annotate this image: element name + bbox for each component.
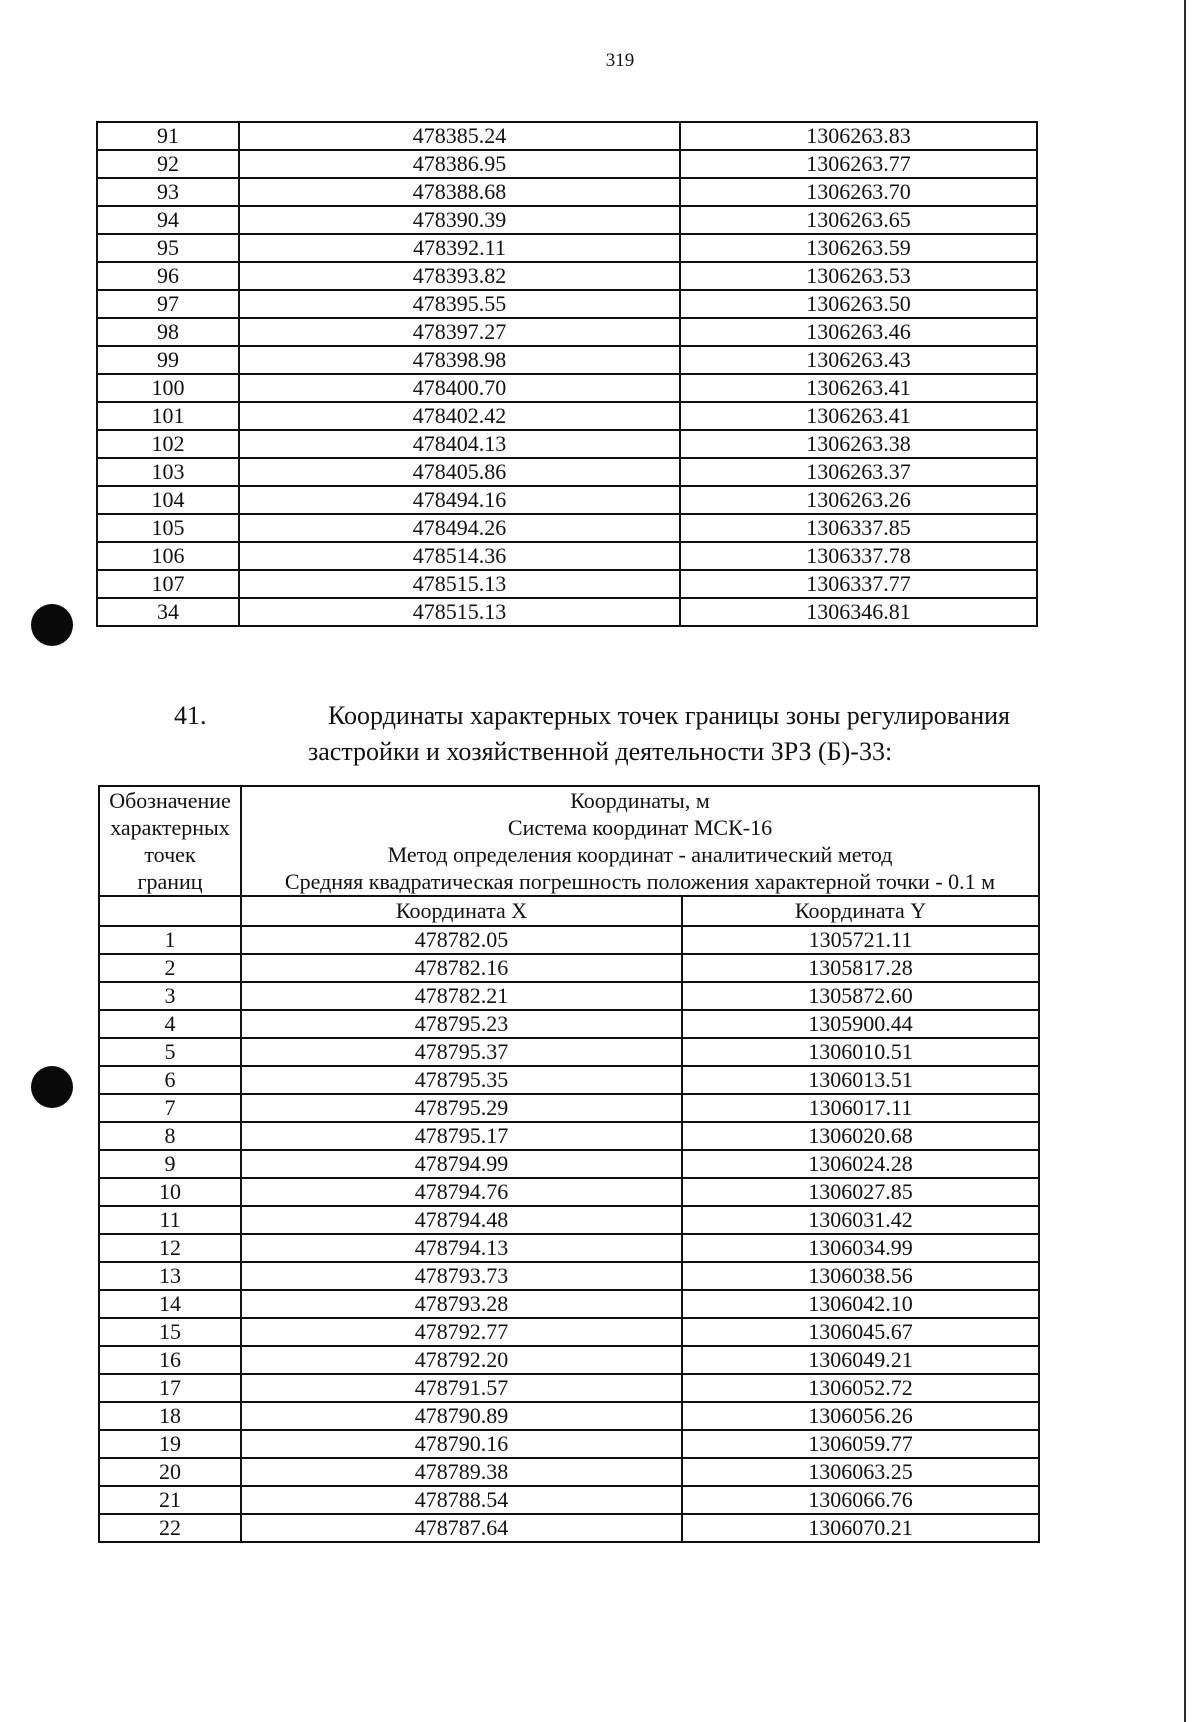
coordinate-y-cell: 1306066.76 — [682, 1486, 1039, 1514]
coordinate-x-cell: 478795.29 — [241, 1094, 682, 1122]
table-row — [99, 1402, 1039, 1430]
table-row — [99, 1150, 1039, 1178]
coordinate-x-cell: 478390.39 — [239, 206, 680, 234]
coordinate-y-cell: 1306263.70 — [680, 178, 1037, 206]
table-row — [99, 1318, 1039, 1346]
coordinate-y-cell: 1305817.28 — [682, 954, 1039, 982]
table-row — [97, 430, 1037, 458]
coordinate-x-cell: 478790.89 — [241, 1402, 682, 1430]
point-id-cell: 103 — [97, 458, 239, 486]
coordinate-x-cell: 478405.86 — [239, 458, 680, 486]
point-id-cell: 105 — [97, 514, 239, 542]
coordinate-x-cell: 478515.13 — [239, 570, 680, 598]
table-row — [97, 458, 1037, 486]
coordinates-table-zrz-b33 — [98, 785, 1040, 1543]
coordinate-y-cell: 1306020.68 — [682, 1122, 1039, 1150]
coordinate-y-cell: 1306263.53 — [680, 262, 1037, 290]
section-title-line2: застройки и хозяйственной деятельности ЗРЗ (Б)-33: — [308, 737, 893, 766]
point-id-cell: 100 — [97, 374, 239, 402]
table-row — [97, 206, 1037, 234]
table-row — [97, 486, 1037, 514]
table-row — [99, 1010, 1039, 1038]
table-row — [99, 1066, 1039, 1094]
coordinate-y-cell: 1306027.85 — [682, 1178, 1039, 1206]
point-id-cell: 10 — [99, 1178, 241, 1206]
point-id-cell: 99 — [97, 346, 239, 374]
point-id-cell: 98 — [97, 318, 239, 346]
table-row — [99, 982, 1039, 1010]
table-row — [99, 1094, 1039, 1122]
point-id-cell: 2 — [99, 954, 241, 982]
coordinate-x-cell: 478400.70 — [239, 374, 680, 402]
point-id-cell: 96 — [97, 262, 239, 290]
coordinate-y-cell: 1306263.41 — [680, 374, 1037, 402]
coordinate-y-cell: 1306017.11 — [682, 1094, 1039, 1122]
column-y-header: Координата Y — [682, 896, 1039, 926]
table-row — [97, 514, 1037, 542]
table-row — [99, 1514, 1039, 1542]
empty-cell — [99, 896, 241, 926]
coordinate-y-cell: 1306263.38 — [680, 430, 1037, 458]
coordinate-x-cell: 478794.76 — [241, 1178, 682, 1206]
point-id-cell: 34 — [97, 598, 239, 626]
coordinate-x-cell: 478791.57 — [241, 1374, 682, 1402]
table-row — [99, 1430, 1039, 1458]
coordinate-y-cell: 1306263.37 — [680, 458, 1037, 486]
point-id-cell: 4 — [99, 1010, 241, 1038]
point-id-cell: 11 — [99, 1206, 241, 1234]
coordinate-x-cell: 478514.36 — [239, 542, 680, 570]
point-id-cell: 97 — [97, 290, 239, 318]
point-id-cell: 13 — [99, 1262, 241, 1290]
point-id-cell: 14 — [99, 1290, 241, 1318]
table-row — [97, 178, 1037, 206]
coordinate-x-cell: 478794.99 — [241, 1150, 682, 1178]
coordinate-x-cell: 478782.16 — [241, 954, 682, 982]
coordinate-y-cell: 1306052.72 — [682, 1374, 1039, 1402]
coordinate-y-cell: 1306010.51 — [682, 1038, 1039, 1066]
point-id-cell: 7 — [99, 1094, 241, 1122]
table-row — [99, 1262, 1039, 1290]
point-id-cell: 102 — [97, 430, 239, 458]
coordinate-y-cell: 1306059.77 — [682, 1430, 1039, 1458]
point-id-cell: 20 — [99, 1458, 241, 1486]
point-id-cell: 93 — [97, 178, 239, 206]
coordinate-y-cell: 1305900.44 — [682, 1010, 1039, 1038]
coordinate-x-cell: 478794.13 — [241, 1234, 682, 1262]
coordinate-x-cell: 478398.98 — [239, 346, 680, 374]
coordinate-y-cell: 1306063.25 — [682, 1458, 1039, 1486]
coordinate-y-cell: 1306263.46 — [680, 318, 1037, 346]
table-row — [99, 1234, 1039, 1262]
coordinate-x-cell: 478793.28 — [241, 1290, 682, 1318]
designation-header — [99, 786, 241, 896]
coordinate-x-cell: 478515.13 — [239, 598, 680, 626]
coordinate-y-cell: 1306337.85 — [680, 514, 1037, 542]
point-id-cell: 12 — [99, 1234, 241, 1262]
table-row — [99, 1346, 1039, 1374]
coordinate-x-cell: 478795.35 — [241, 1066, 682, 1094]
point-id-cell: 22 — [99, 1514, 241, 1542]
coordinate-y-cell: 1306346.81 — [680, 598, 1037, 626]
coordinate-y-cell: 1306056.26 — [682, 1402, 1039, 1430]
coordinate-y-cell: 1306034.99 — [682, 1234, 1039, 1262]
table-row — [99, 1178, 1039, 1206]
coordinate-x-cell: 478793.73 — [241, 1262, 682, 1290]
coordinate-x-cell: 478794.48 — [241, 1206, 682, 1234]
table-row — [99, 1122, 1039, 1150]
point-id-cell: 6 — [99, 1066, 241, 1094]
coordinate-x-cell: 478397.27 — [239, 318, 680, 346]
coordinate-y-cell: 1306337.78 — [680, 542, 1037, 570]
coordinate-x-cell: 478790.16 — [241, 1430, 682, 1458]
coordinate-y-cell: 1306038.56 — [682, 1262, 1039, 1290]
table-row — [97, 542, 1037, 570]
table-row — [97, 318, 1037, 346]
table-row — [97, 290, 1037, 318]
designation-header-line: границ — [137, 869, 203, 894]
point-id-cell: 94 — [97, 206, 239, 234]
coordinate-y-cell: 1306263.43 — [680, 346, 1037, 374]
coordinate-y-cell: 1306045.67 — [682, 1318, 1039, 1346]
coordinate-y-cell: 1306049.21 — [682, 1346, 1039, 1374]
coordinate-y-cell: 1306263.41 — [680, 402, 1037, 430]
table-row — [97, 402, 1037, 430]
table-row — [97, 346, 1037, 374]
point-id-cell: 18 — [99, 1402, 241, 1430]
point-id-cell: 19 — [99, 1430, 241, 1458]
info-line-system: Система координат МСК-16 — [507, 815, 773, 840]
coordinate-y-cell: 1306263.77 — [680, 150, 1037, 178]
designation-header-line: Обозначение — [109, 788, 231, 813]
coordinate-x-cell: 478788.54 — [241, 1486, 682, 1514]
coordinate-y-cell: 1306042.10 — [682, 1290, 1039, 1318]
coordinate-x-cell: 478386.95 — [239, 150, 680, 178]
table-row — [97, 234, 1037, 262]
coordinate-x-cell: 478795.23 — [241, 1010, 682, 1038]
point-id-cell: 106 — [97, 542, 239, 570]
page-number: 319 — [605, 50, 635, 71]
table-row — [99, 926, 1039, 954]
coordinate-x-cell: 478404.13 — [239, 430, 680, 458]
coordinate-x-cell: 478792.20 — [241, 1346, 682, 1374]
point-id-cell: 3 — [99, 982, 241, 1010]
table-row — [97, 598, 1037, 626]
point-id-cell: 92 — [97, 150, 239, 178]
designation-header-line: точек — [144, 842, 196, 867]
point-id-cell: 16 — [99, 1346, 241, 1374]
coordinate-x-cell: 478782.21 — [241, 982, 682, 1010]
coordinate-y-cell: 1306263.59 — [680, 234, 1037, 262]
info-line-units: Координаты, м — [570, 788, 710, 813]
coordinate-y-cell: 1306263.26 — [680, 486, 1037, 514]
point-id-cell: 17 — [99, 1374, 241, 1402]
point-id-cell: 107 — [97, 570, 239, 598]
table-row — [99, 1038, 1039, 1066]
table-subheader-row — [99, 896, 1039, 926]
table-row — [97, 150, 1037, 178]
coordinate-y-cell: 1306337.77 — [680, 570, 1037, 598]
point-id-cell: 5 — [99, 1038, 241, 1066]
coordinate-x-cell: 478795.17 — [241, 1122, 682, 1150]
point-id-cell: 95 — [97, 234, 239, 262]
coordinate-x-cell: 478789.38 — [241, 1458, 682, 1486]
point-id-cell: 21 — [99, 1486, 241, 1514]
coordinate-x-cell: 478402.42 — [239, 402, 680, 430]
point-id-cell: 8 — [99, 1122, 241, 1150]
coordinate-y-cell: 1306031.42 — [682, 1206, 1039, 1234]
coordinate-x-cell: 478395.55 — [239, 290, 680, 318]
table-row — [97, 262, 1037, 290]
coordinate-x-cell: 478787.64 — [241, 1514, 682, 1542]
column-x-header: Координата X — [241, 896, 682, 926]
coordinate-y-cell: 1306263.50 — [680, 290, 1037, 318]
coordinate-x-cell: 478385.24 — [239, 122, 680, 150]
point-id-cell: 15 — [99, 1318, 241, 1346]
table-row — [99, 1206, 1039, 1234]
punch-hole — [31, 604, 73, 646]
coordinate-y-cell: 1306070.21 — [682, 1514, 1039, 1542]
table-row — [99, 954, 1039, 982]
point-id-cell: 104 — [97, 486, 239, 514]
coordinate-x-cell: 478392.11 — [239, 234, 680, 262]
designation-header-line: характерных — [110, 815, 230, 840]
coordinate-x-cell: 478792.77 — [241, 1318, 682, 1346]
coordinates-table-continued — [96, 121, 1038, 627]
table-row — [99, 1374, 1039, 1402]
point-id-cell: 1 — [99, 926, 241, 954]
coordinate-x-cell: 478795.37 — [241, 1038, 682, 1066]
point-id-cell: 101 — [97, 402, 239, 430]
coordinate-x-cell: 478782.05 — [241, 926, 682, 954]
section-title-line1: Координаты характерных точек границы зоны регулирования — [328, 701, 1010, 730]
coordinate-y-cell: 1306263.65 — [680, 206, 1037, 234]
point-id-cell: 91 — [97, 122, 239, 150]
table-row — [97, 374, 1037, 402]
page-edge — [1184, 0, 1186, 1722]
coordinate-x-cell: 478388.68 — [239, 178, 680, 206]
info-line-error: Средняя квадратическая погрешность положения характерной точки - 0.1 м — [284, 869, 996, 894]
table-row — [99, 1458, 1039, 1486]
table-row — [99, 1486, 1039, 1514]
coordinate-y-cell: 1306013.51 — [682, 1066, 1039, 1094]
info-line-method: Метод определения координат - аналитический метод — [387, 842, 893, 867]
point-id-cell: 9 — [99, 1150, 241, 1178]
punch-hole — [31, 1066, 73, 1108]
coordinate-x-cell: 478494.16 — [239, 486, 680, 514]
table-row — [97, 122, 1037, 150]
coordinate-y-cell: 1306024.28 — [682, 1150, 1039, 1178]
section-number: 41. — [174, 701, 207, 730]
coordinate-x-cell: 478494.26 — [239, 514, 680, 542]
coordinates-info-header — [241, 786, 1039, 896]
table-header-row — [99, 786, 1039, 896]
coordinate-y-cell: 1305872.60 — [682, 982, 1039, 1010]
table-row — [97, 570, 1037, 598]
coordinate-y-cell: 1305721.11 — [682, 926, 1039, 954]
coordinate-y-cell: 1306263.83 — [680, 122, 1037, 150]
coordinate-x-cell: 478393.82 — [239, 262, 680, 290]
table-row — [99, 1290, 1039, 1318]
